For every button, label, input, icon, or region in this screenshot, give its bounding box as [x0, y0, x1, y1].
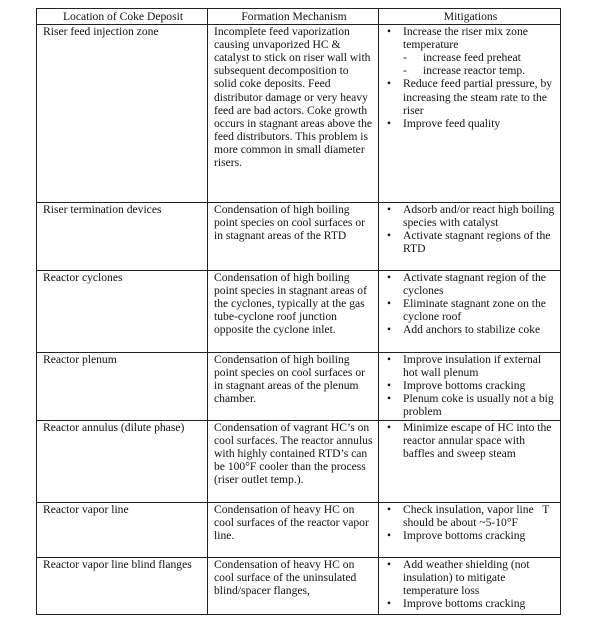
- coke-location-cell: Reactor annulus (dilute phase): [37, 421, 208, 503]
- coke-location-cell: Reactor plenum: [37, 353, 208, 421]
- mitigation-item: [385, 597, 556, 610]
- mitigations-cell: [379, 421, 561, 503]
- table-body: [37, 25, 561, 615]
- formation-mechanism-cell: Condensation of high boiling point species on cool surfaces or in stagnant areas of the RTD: [208, 203, 379, 271]
- coke-location-cell: Reactor vapor line blind flanges: [37, 558, 208, 615]
- mitigation-list: [385, 558, 556, 610]
- mitigation-item: [385, 558, 556, 597]
- mitigation-item: [385, 503, 556, 529]
- mitigation-text: Increase the riser mix zone temperature: [403, 25, 531, 52]
- mitigation-text: Activate stagnant regions of the RTD: [403, 229, 554, 256]
- table-row: [37, 503, 561, 558]
- mitigations-cell: [379, 25, 561, 203]
- mitigation-list: [385, 203, 556, 255]
- coke-location-cell: Riser feed injection zone: [37, 25, 208, 203]
- mitigation-text: Adsorb and/or react high boiling species with catalyst: [403, 203, 558, 230]
- mitigation-item: [385, 297, 556, 323]
- mitigation-text: Improve bottoms cracking: [403, 597, 526, 611]
- mitigation-sublist: [403, 51, 556, 77]
- mitigation-text: Add weather shielding (not insulation) to mitigate temperature loss: [403, 558, 533, 598]
- mitigation-item: [385, 203, 556, 229]
- mitigation-text: Plenum coke is usually not a big problem: [403, 392, 557, 419]
- mitigation-item: [385, 392, 556, 418]
- table-row: [37, 25, 561, 203]
- mitigation-item: [385, 529, 556, 542]
- mitigation-text: Add anchors to stabilize coke: [403, 323, 541, 337]
- mitigation-text: Eliminate stagnant zone on the cyclone roof: [403, 297, 549, 324]
- coke-location-cell: Reactor cyclones: [37, 271, 208, 353]
- mitigation-text: Check insulation, vapor line T should be about ~5-10°F: [403, 503, 552, 530]
- mitigation-list: [385, 421, 556, 460]
- formation-mechanism-cell: Condensation of vagrant HC’s on cool surfaces. The reactor annulus with highly contained RTD’s can be 100°F cooler than the process (riser outlet temp.).: [208, 421, 379, 503]
- header-mitigations: Mitigations: [379, 9, 561, 25]
- coke-location-cell: Riser termination devices: [37, 203, 208, 271]
- formation-mechanism-cell: Condensation of high boiling point species on cool surfaces or in stagnant areas of the plenum chamber.: [208, 353, 379, 421]
- coke-location-cell: Reactor vapor line: [37, 503, 208, 558]
- mitigation-text: Reduce feed partial pressure, by increasing the steam rate to the riser: [403, 77, 555, 117]
- coke-deposit-table: [36, 8, 561, 615]
- formation-mechanism-cell: Condensation of high boiling point species in stagnant areas of the cyclones, typically at the gas tube-cyclone roof junction opposite the cyclone inlet.: [208, 271, 379, 353]
- table-row: [37, 421, 561, 503]
- mitigation-item: [385, 421, 556, 460]
- mitigation-item: [385, 323, 556, 336]
- mitigation-list: [385, 353, 556, 418]
- mitigation-subitem: - increase feed preheat: [403, 51, 556, 64]
- mitigation-item: [385, 117, 556, 130]
- mitigations-cell: [379, 203, 561, 271]
- mitigations-cell: [379, 271, 561, 353]
- table-row: [37, 353, 561, 421]
- formation-mechanism-cell: Incomplete feed vaporization causing unvaporized HC & catalyst to stick on riser wall with subsequent decomposition to solid coke deposits. Feed distributor damage or very heavy feed are bad actors. Coke growth occurs in stagnant areas above the feed distributors. This problem is more common in small diameter risers.: [208, 25, 379, 203]
- mitigation-list: [385, 271, 556, 336]
- header-row: [37, 9, 561, 25]
- mitigation-list: [385, 25, 556, 130]
- mitigation-text: Minimize escape of HC into the reactor annular space with baffles and sweep steam: [403, 421, 555, 461]
- table-row: [37, 271, 561, 353]
- mitigations-cell: [379, 503, 561, 558]
- mitigation-list: [385, 503, 556, 542]
- formation-mechanism-cell: Condensation of heavy HC on cool surfaces of the reactor vapor line.: [208, 503, 379, 558]
- mitigation-item: [385, 229, 556, 255]
- mitigation-item: [385, 77, 556, 116]
- mitigations-cell: [379, 353, 561, 421]
- header-mechanism: Formation Mechanism: [208, 9, 379, 25]
- mitigation-text: Improve feed quality: [403, 116, 501, 130]
- mitigation-item: [385, 353, 556, 379]
- table-row: [37, 558, 561, 615]
- header-location: Location of Coke Deposit: [37, 9, 208, 25]
- mitigation-item: [385, 379, 556, 392]
- mitigation-text: Improve bottoms cracking: [403, 529, 526, 543]
- mitigations-cell: [379, 558, 561, 615]
- mitigation-item: [385, 271, 556, 297]
- mitigation-text: Improve bottoms cracking: [403, 379, 526, 393]
- table-row: [37, 203, 561, 271]
- mitigation-item: [385, 25, 556, 77]
- mitigation-text: Improve insulation if external hot wall plenum: [403, 353, 545, 380]
- formation-mechanism-cell: Condensation of heavy HC on cool surface of the uninsulated blind/spacer flanges,: [208, 558, 379, 615]
- mitigation-subitem: - increase reactor temp.: [403, 64, 556, 77]
- mitigation-text: Activate stagnant region of the cyclones: [403, 271, 549, 298]
